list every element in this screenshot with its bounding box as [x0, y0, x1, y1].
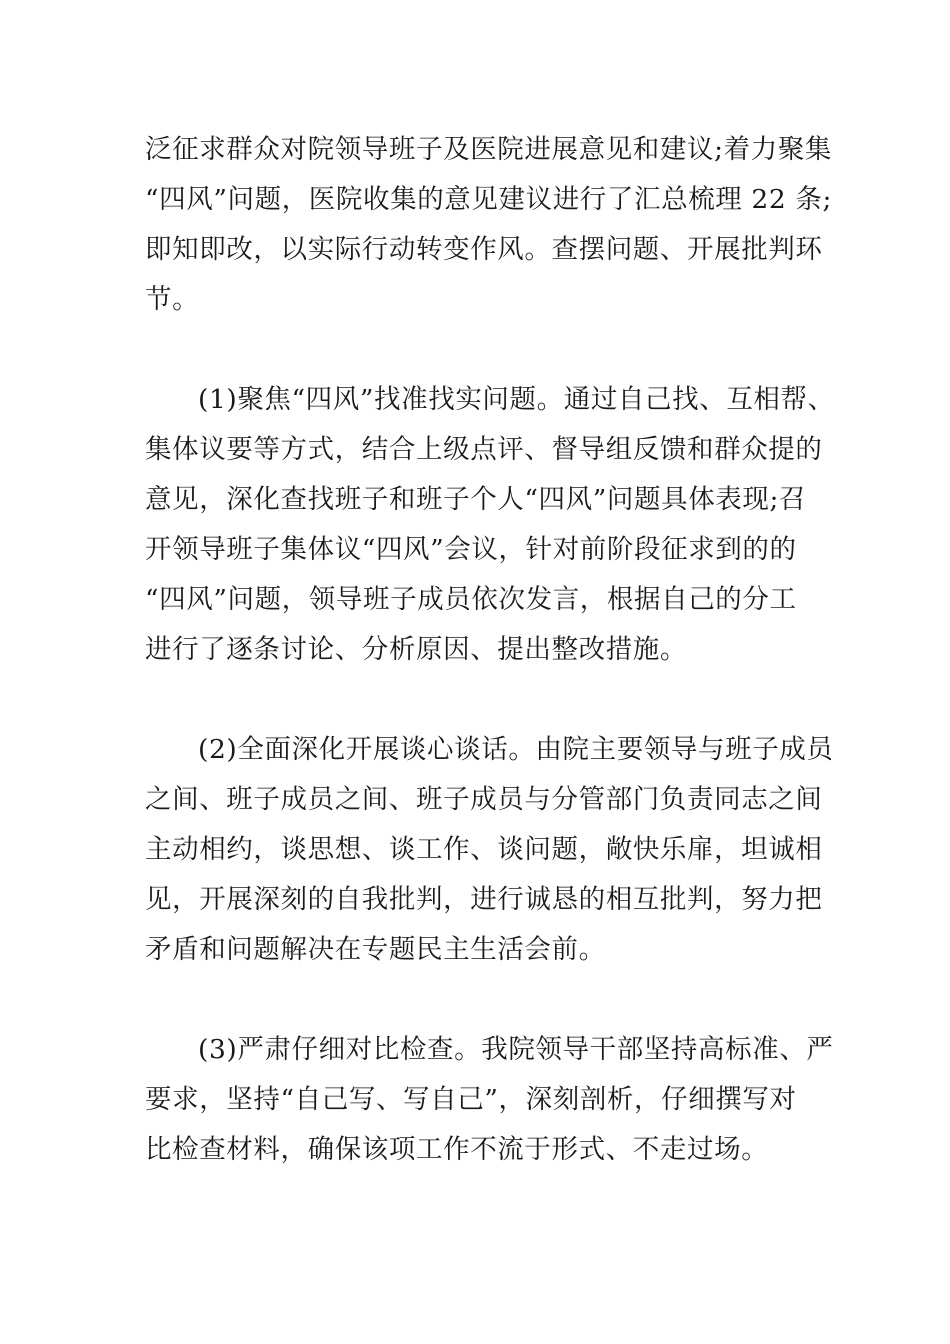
- paragraph-1-line-0: (1)聚焦“四风”找准找实问题。通过自己找、互相帮、: [198, 384, 835, 415]
- paragraph-2-line-4: 矛盾和问题解决在专题民主生活会前。: [145, 934, 606, 965]
- paragraph-2-line-2: 主动相约，谈思想、谈工作、谈问题，敞快乐扉，坦诚相: [145, 834, 823, 865]
- paragraph-1-line-2: 意见，深化查找班子和班子个人“四风”问题具体表现;召: [145, 484, 807, 515]
- paragraph-1-line-5: 进行了逐条讨论、分析原因、提出整改措施。: [145, 634, 687, 665]
- paragraph-0-line-3: 节。: [145, 284, 200, 315]
- paragraph-2-line-3: 见，开展深刻的自我批判，进行诚恳的相互批判，努力把: [145, 884, 823, 915]
- paragraph-1-line-1: 集体议要等方式，结合上级点评、督导组反馈和群众提的: [145, 434, 823, 465]
- paragraph-0-line-0: 泛征求群众对院领导班子及医院进展意见和建议;着力聚集: [145, 134, 833, 165]
- paragraph-3-line-0: (3)严肃仔细对比检查。我院领导干部坚持高标准、严: [198, 1034, 834, 1065]
- paragraph-2-line-1: 之间、班子成员之间、班子成员与分管部门负责同志之间: [145, 784, 823, 815]
- paragraph-1-line-3: 开领导班子集体议“四风”会议，针对前阶段征求到的的: [145, 534, 797, 565]
- paragraph-0-line-2: 即知即改，以实际行动转变作风。查摆问题、开展批判环: [145, 234, 823, 265]
- paragraph-3-line-1: 要求，坚持“自己写、写自己”，深刻剖析，仔细撰写对: [145, 1084, 797, 1115]
- paragraph-1-line-4: “四风”问题，领导班子成员依次发言，根据自己的分工: [145, 584, 797, 615]
- paragraph-0-line-1: “四风”问题，医院收集的意见建议进行了汇总梳理 22 条;: [145, 184, 832, 215]
- paragraph-3-line-2: 比检查材料，确保该项工作不流于形式、不走过场。: [145, 1134, 769, 1165]
- paragraph-2-line-0: (2)全面深化开展谈心谈话。由院主要领导与班子成员: [198, 734, 834, 765]
